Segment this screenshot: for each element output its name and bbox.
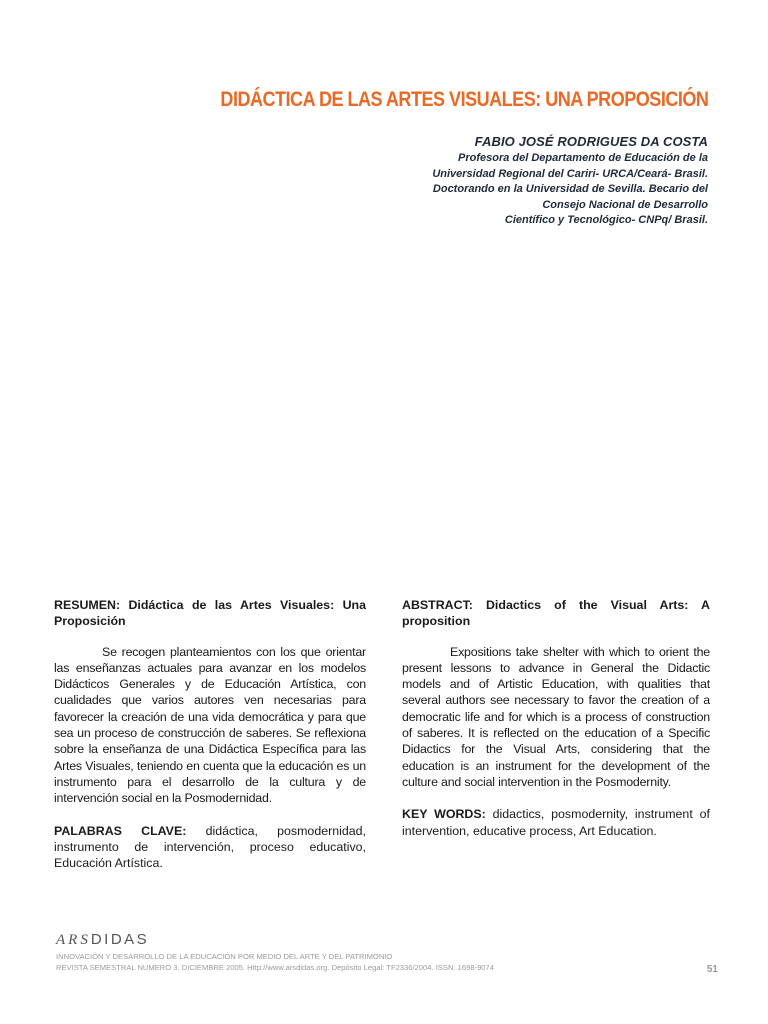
logo-ars: ARS	[56, 932, 91, 948]
resumen-body: Se recogen planteamientos con los que orientar las enseñanzas actuales para avanzar en los modelos Didácticos Generales y de Educación Artística, con cualidades que varios autores ven necesarias para favorecer la creación de una vida democrática y para que sea un proceso de construcción de saberes. Se reflexiona sobre la enseñanza de una Didáctica Específica para las Artes Visuales, teniendo en cuenta que la educación es un instrumento para el desarrollo de la cultura y de intervención social en la Posmodernidad.	[54, 644, 366, 806]
footer-tagline: INNOVACIÓN Y DESARROLLO DE LA EDUCACIÓN POR MEDIO DEL ARTE Y DEL PATRIMONIO	[56, 952, 393, 961]
affiliation-line: Profesora del Departamento de Educación de la	[457, 152, 708, 164]
abstract-keywords-label: KEY WORDS:	[402, 807, 486, 822]
abstract-heading: ABSTRACT: Didactics of the Visual Arts: A proposition	[402, 598, 710, 629]
affiliation-line: Científico y Tecnológico- CNPq/ Brasil.	[504, 214, 708, 227]
logo-didas: DIDAS	[90, 931, 150, 948]
resumen-keywords-text: didáctica, posmodernidad, instrumento de intervención, proceso educativo, Educación Artística.	[54, 823, 366, 871]
journal-logo	[56, 931, 149, 949]
resumen-keywords-label: PALABRAS CLAVE:	[54, 823, 187, 838]
page-number: 51	[706, 964, 718, 975]
affiliation-line: Consejo Nacional de Desarrollo	[542, 198, 708, 211]
resumen-keywords	[54, 823, 366, 872]
article-title: DIDÁCTICA DE LAS ARTES VISUALES: UNA PROPOSICIÓN	[220, 88, 708, 111]
footer-citation: REVISTA SEMESTRAL NUMERO 3. DICIEMBRE 2005. Http://www.arsdidas.org. Depósito Legal: TF2336/2004. ISSN: 1698-9074	[56, 963, 494, 972]
resumen-column	[54, 597, 366, 871]
abstract-keywords-text: didactics, posmodernity, instrument of intervention, educative process, Art Education.	[402, 807, 710, 838]
affiliation-line: Universidad Regional del Cariri- URCA/Ceará- Brasil.	[432, 167, 708, 180]
abstract-column	[402, 597, 710, 839]
abstract-body: Expositions take shelter with which to orient the present lessons to advance in General the Didactic models and of Artistic Education, with qualities that several authors see necessary to favor the creation of a democratic life and for which is a process of construction of saberes. It is reflected on the education of a Specific Didactics for the Visual Arts, considering that the education is an instrument for the development of the culture and social intervention in the Posmodernity.	[402, 644, 710, 789]
author-name: FABIO JOSÉ RODRIGUES DA COSTA	[474, 134, 708, 149]
author-affiliation	[348, 151, 708, 229]
resumen-heading: RESUMEN: Didáctica de las Artes Visuales: Una Proposición	[54, 598, 366, 629]
abstract-keywords	[402, 806, 710, 839]
affiliation-line: Doctorando en la Universidad de Sevilla. Becario del	[432, 183, 708, 196]
